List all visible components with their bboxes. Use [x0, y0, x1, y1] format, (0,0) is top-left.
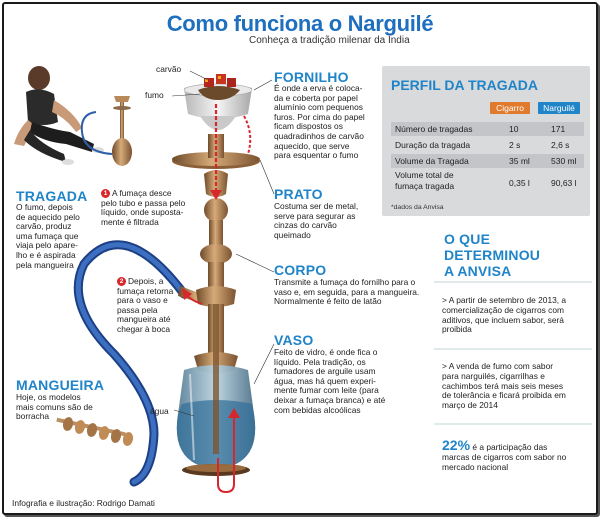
- perfil-title: PERFIL DA TRAGADA: [391, 77, 538, 93]
- table-row: Volume total de fumaça tragada 0,35 l 90,63 l: [395, 170, 577, 191]
- small-hookah: [82, 96, 132, 166]
- table-row: Volume da Tragada 35 ml 530 ml: [391, 154, 584, 168]
- col-cigarro: Cigarro: [490, 102, 530, 114]
- col-narguile: Narguilé: [538, 102, 580, 114]
- anvisa-item-2: > A venda de fumo com sabor para narguilés, cigarrilhas e cachimbos terá mais seis meses de tolerância e ficará proibida em março de 2014: [442, 361, 566, 411]
- heading-fornilho: FORNILHO: [274, 69, 349, 85]
- label-agua: água: [150, 406, 169, 416]
- step-2-badge: 2: [117, 277, 126, 286]
- label-carvao: carvão: [156, 64, 182, 74]
- text-tragada: O fumo, depois de aquecido pelo carvão, produz uma fumaça que viaja pelo apare- lho e é aspirada pela mangueira: [16, 202, 80, 270]
- anvisa-item-1: > A partir de setembro de 2013, a comercialização de cigarros com aditivos, que incluem sabor, será proibida: [442, 295, 567, 335]
- page-subtitle: Conheça a tradição milenar da Índia: [249, 35, 410, 46]
- table-row: Número de tragadas 10 171: [391, 122, 584, 136]
- stat-percentage: 22%: [442, 437, 471, 453]
- heading-prato: PRATO: [274, 186, 323, 202]
- page-title: Como funciona o Narguilé: [166, 11, 434, 36]
- heading-anvisa: O QUE DETERMINOU A ANVISA: [444, 231, 541, 279]
- heading-corpo: CORPO: [274, 262, 327, 278]
- text-vaso: Feito de vidro, é onde fica o líquido. Pela tradição, os fumadores de arguile usam água, mas há quem experi- mente fumar com leite (para deixar a fumaça branca) e até com bebidas alcoólicas: [274, 347, 386, 415]
- label-fumo: fumo: [145, 90, 164, 100]
- perfil-table: [382, 66, 590, 216]
- text-corpo: Transmite a fumaça do fornilho para o vaso e, em seguida, para a mangueira. Normalmente é feito de latão: [274, 277, 420, 307]
- text-mangueira: Hoje, os modelos mais comuns são de borracha: [16, 392, 93, 422]
- perfil-note: *dados da Anvisa: [391, 204, 444, 211]
- anvisa-stat: 22% é a participação das marcas de cigarros com sabor no mercado nacional: [442, 437, 567, 472]
- step-1: 1 A fumaça desce pelo tubo e passa pelo líquido, onde suposta- mente é filtrada: [101, 188, 186, 227]
- text-fornilho: É onde a erva é coloca- da e coberta por papel alumínio com pequenos furos. Por cima do papel ficam dispostos os quadradinhos de carvão aquecido, que serve para esquentar o fumo: [274, 83, 365, 161]
- infographic: [2, 2, 598, 515]
- table-row: Duração da tragada 2 s 2,6 s: [395, 140, 570, 150]
- person-figure: [14, 66, 104, 165]
- heading-mangueira: MANGUEIRA: [16, 377, 105, 393]
- credit: Infografia e ilustração: Rodrigo Damati: [12, 498, 155, 508]
- bowl: [184, 74, 252, 130]
- heading-vaso: VASO: [274, 332, 314, 348]
- heading-tragada: TRAGADA: [16, 188, 88, 204]
- step-2: 2 Depois, a fumaça retorna para o vaso e passa pela mangueira até chegar à boca: [117, 276, 174, 334]
- step-1-badge: 1: [101, 189, 110, 198]
- text-prato: Costuma ser de metal, serve para segurar as cinzas do carvão queimado: [274, 201, 359, 240]
